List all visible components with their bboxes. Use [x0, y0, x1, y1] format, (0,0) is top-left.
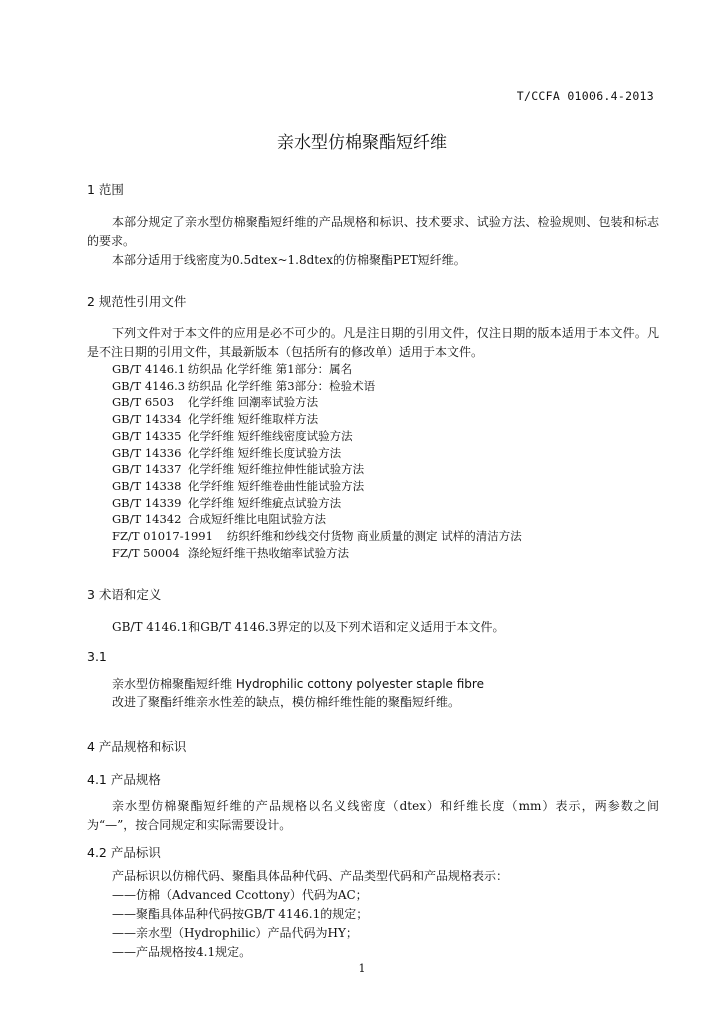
ref-item	[112, 528, 522, 545]
document-title: 亲水型仿棉聚酯短纤维	[277, 133, 447, 153]
ref-item	[112, 461, 522, 478]
ref-code: GB/T 4146.1	[112, 362, 186, 376]
ref-code: FZ/T 01017-1991	[112, 529, 213, 544]
term-name: 亲水型仿棉聚酯短纤维 Hydrophilic cottony polyester staple fibre	[112, 677, 484, 691]
ref-title: 化学纤维 短纤维线密度试验方法	[188, 428, 353, 443]
ref-title: 化学纤维 短纤维卷曲性能试验方法	[188, 478, 365, 493]
ref-title: 纺织品 化学纤维 第1部分：属名	[188, 362, 353, 376]
ref-code: GB/T 14339	[112, 495, 182, 510]
ref-title: 纺织纤维和纱线交付货物 商业质量的测定 试样的清洁方法	[226, 529, 522, 544]
ref-title: 合成短纤维比电阻试验方法	[188, 512, 326, 527]
ref-item	[112, 394, 522, 411]
ref-item	[112, 495, 522, 512]
section-1-paragraph: 本部分规定了亲水型仿棉聚酯短纤维的产品规格和标识、技术要求、试验方法、检验规则、包装和标志的要求。	[87, 215, 659, 248]
ref-title: 纺织品 化学纤维 第3部分：检验术语	[188, 378, 376, 393]
section-4-2-heading: 4.2 产品标识	[87, 845, 161, 860]
ref-code: GB/T 14336	[112, 445, 182, 460]
section-1-body	[87, 213, 659, 270]
ref-title: 化学纤维 短纤维取样方法	[188, 412, 319, 427]
ref-item	[112, 378, 522, 395]
ref-item	[112, 411, 522, 428]
ref-code: GB/T 14337	[112, 462, 182, 477]
ref-title: 涤纶短纤维干热收缩率试验方法	[188, 545, 349, 560]
ref-item	[112, 545, 522, 562]
ref-item	[112, 445, 522, 462]
section-4-2-list	[112, 886, 368, 962]
ref-code: FZ/T 50004	[112, 545, 180, 560]
ref-title: 化学纤维 回潮率试验方法	[188, 395, 319, 410]
ref-item	[112, 361, 522, 378]
section-4-1-heading: 4.1 产品规格	[87, 772, 161, 787]
ref-item	[112, 428, 522, 445]
term-definition: 改进了聚酯纤维亲水性差的缺点，模仿棉纤维性能的聚酯短纤维。	[112, 695, 461, 709]
ref-list	[112, 361, 522, 561]
ref-item	[112, 511, 522, 528]
section-4-1-text: 亲水型仿棉聚酯短纤维的产品规格以名义线密度（dtex）和纤维长度（mm）表示，两参数之间为“—”，按合同规定和实际需要设计。	[87, 799, 659, 832]
ref-title: 化学纤维 短纤维疵点试验方法	[188, 495, 342, 510]
page-number: 1	[358, 962, 366, 975]
ref-code: GB/T 14335	[112, 428, 182, 443]
section-4-1-body	[87, 797, 659, 835]
section-4-2-intro: 产品标识以仿棉代码、聚酯具体品种代码、产品类型代码和产品规格表示：	[112, 869, 509, 883]
section-1-heading: 1 范围	[87, 182, 124, 197]
ref-code: GB/T 6503	[112, 395, 175, 410]
section-3-heading: 3 术语和定义	[87, 587, 162, 602]
ref-code: GB/T 14334	[112, 412, 182, 427]
list-item: ——聚酯具体品种代码按GB/T 4146.1的规定；	[112, 907, 369, 921]
section-2-heading: 2 规范性引用文件	[87, 294, 187, 309]
document-id: T/CCFA 01006.4-2013	[516, 89, 654, 103]
section-2-intro	[87, 324, 659, 362]
ref-code: GB/T 14342	[112, 512, 182, 527]
section-1-paragraph: 本部分适用于线密度为0.5dtex~1.8dtex的仿棉聚酯PET短纤维。	[112, 253, 466, 267]
ref-code: GB/T 14338	[112, 478, 182, 493]
ref-title: 化学纤维 短纤维长度试验方法	[188, 445, 342, 460]
list-item: ——亲水型（Hydrophilic）产品代码为HY；	[112, 926, 358, 940]
section-3-intro: GB/T 4146.1和GB/T 4146.3界定的以及下列术语和定义适用于本文件。	[112, 620, 505, 634]
ref-code: GB/T 4146.3	[112, 378, 186, 393]
ref-item	[112, 478, 522, 495]
section-4-heading: 4 产品规格和标识	[87, 739, 187, 754]
ref-title: 化学纤维 短纤维拉伸性能试验方法	[188, 462, 365, 477]
list-item: ——仿棉（Advanced Ccottony）代码为AC；	[112, 888, 368, 902]
list-item: ——产品规格按4.1规定。	[112, 945, 252, 959]
section-2-intro-text: 下列文件对于本文件的应用是必不可少的。凡是注日期的引用文件，仅注日期的版本适用于本文件。凡是不注日期的引用文件，其最新版本（包括所有的修改单）适用于本文件。	[87, 326, 659, 359]
section-3-1-number: 3.1	[87, 649, 107, 664]
